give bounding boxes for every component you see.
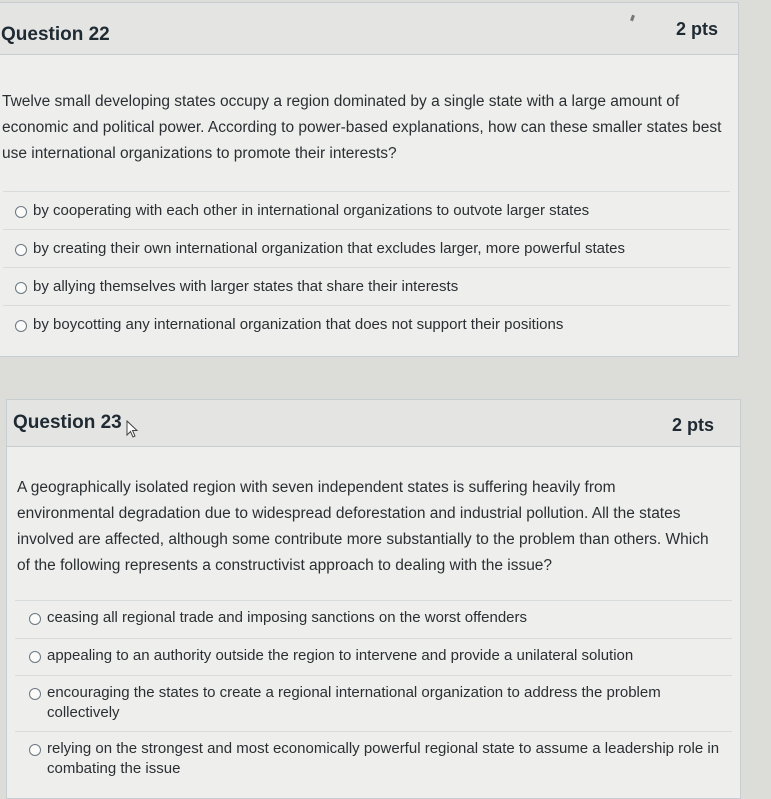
radio-button[interactable]	[29, 688, 41, 700]
radio-button[interactable]	[29, 613, 41, 625]
answer-option[interactable]	[15, 731, 732, 787]
answer-option[interactable]	[15, 600, 732, 638]
answer-label[interactable]: by creating their own international organization that excludes larger, more powerful states	[33, 240, 625, 257]
radio-button[interactable]	[15, 320, 27, 332]
question-header	[7, 400, 740, 447]
answer-label[interactable]: by allying themselves with larger states that share their interests	[33, 278, 459, 295]
answer-option[interactable]	[15, 675, 732, 731]
question-text: Twelve small developing states occupy a region dominated by a single state with a large amount of economic and political power. According to power-based explanations, how can these smaller states best use international organizations to promote their interests?	[2, 93, 722, 162]
question-text: A geographically isolated region with seven independent states is suffering heavily from environmental degradation due to widespread deforestation and industrial pollution. All the states involved are affected, although some contribute more substantially to the problem than others. Which of the following represents a constructivist approach to dealing with the issue?	[17, 479, 709, 574]
answer-label[interactable]: ceasing all regional trade and imposing sanctions on the worst offenders	[47, 609, 528, 626]
radio-button[interactable]	[15, 282, 27, 294]
answer-option[interactable]	[3, 305, 730, 343]
answer-label[interactable]: by boycotting any international organization that does not support their positions	[33, 316, 564, 333]
question-title: Question 23	[13, 412, 122, 433]
question-header	[0, 3, 738, 55]
answer-option[interactable]	[3, 191, 730, 229]
radio-button[interactable]	[15, 244, 27, 256]
answer-option[interactable]	[3, 229, 730, 267]
answer-list	[7, 600, 740, 787]
radio-button[interactable]	[29, 744, 41, 756]
answer-option[interactable]	[15, 638, 732, 675]
stray-mark	[630, 15, 635, 22]
question-title: Question 22	[1, 24, 110, 45]
answer-option[interactable]	[3, 267, 730, 305]
mouse-pointer-icon	[125, 420, 141, 440]
answer-label[interactable]: appealing to an authority outside the region to intervene and provide a unilateral solution	[47, 647, 634, 664]
radio-button[interactable]	[15, 206, 27, 218]
radio-button[interactable]	[29, 651, 41, 663]
answer-label[interactable]: by cooperating with each other in international organizations to outvote larger states	[33, 202, 590, 219]
question-points: 2 pts	[671, 415, 714, 435]
question-22-card	[0, 2, 739, 357]
question-points: 2 pts	[675, 19, 718, 39]
answer-label[interactable]: encouraging the states to create a regional international organization to address the problem collectively	[47, 684, 661, 721]
answer-list	[0, 191, 738, 343]
question-23-card	[6, 399, 741, 799]
answer-label[interactable]: relying on the strongest and most economically powerful regional state to assume a leadership role in combating the issue	[47, 740, 720, 777]
